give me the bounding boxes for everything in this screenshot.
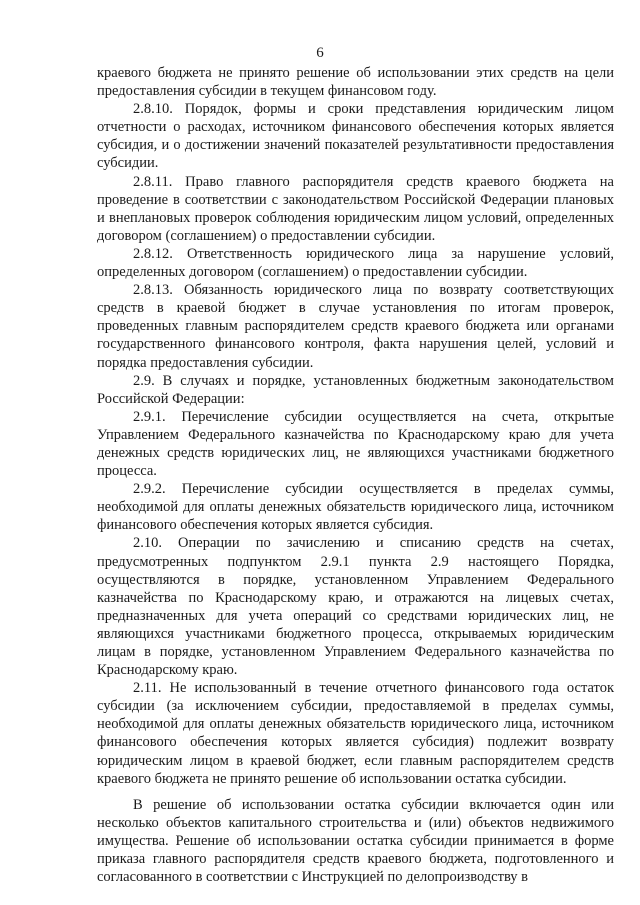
paragraph-remainder-decision: В решение об использовании остатка субсидии включается один или несколько объектов капитального строительства и (или) объектов недвижимого имущества. Решение об использовании остатка субсидии принимается в форме приказа главного распорядителя средств краевого бюджета, подготовленного и согласованного в соответствии с Инструкцией по делопроизводству в: [97, 796, 614, 886]
paragraph-2-10: 2.10. Операции по зачислению и списанию средств на счетах, предусмотренных подпунктом 2.9.1 пункта 2.9 настоящего Порядка, осуществляются в порядке, установленном Управлением Федерального казначейства по Краснодарскому краю, и отражаются на лицевых счетах, предназначенных для учета операций со средствами юридических лиц, не являющихся участниками бюджетного процесса, открываемых юридическим лицам в порядке, установленном Управлением Федерального казначейства по Краснодарскому краю.: [97, 535, 614, 679]
paragraph-2-8-10: 2.8.10. Порядок, формы и сроки представления юридическим лицом отчетности о расходах, источником финансового обеспечения которых является субсидия, и о достижении значений показателей результативности предоставления субсидии.: [97, 101, 614, 172]
paragraph-2-8-13: 2.8.13. Обязанность юридического лица по возврату соответствующих средств в краевой бюджет в случае установления по итогам проверок, проведенных главным распорядителем средств краевого бюджета или органами государственного финансового контроля, факта нарушения целей, условий и порядка предоставления субсидии.: [97, 282, 614, 371]
paragraph-continuation: краевого бюджета не принято решение об использовании этих средств на цели предоставления субсидии в текущем финансовом году.: [97, 65, 614, 100]
paragraph-2-9-1: 2.9.1. Перечисление субсидии осуществляется на счета, открытые Управлением Федерального казначейства по Краснодарскому краю для учета денежных средств юридических лиц, не являющихся участниками бюджетного процесса.: [97, 408, 614, 480]
paragraph-2-11: 2.11. Не использованный в течение отчетного финансового года остаток субсидии (за исключением субсидии, предоставляемой в пределах суммы, необходимой для оплаты денежных обязательств юридического лица, источником финансового обеспечения которых является субсидия) подлежит возврату юридическим лицом в краевой бюджет, если главным распорядителем средств краевого бюджета не принято решение об использовании остатка субсидии.: [97, 680, 614, 787]
paragraph-2-9-2: 2.9.2. Перечисление субсидии осуществляется в пределах суммы, необходимой для оплаты денежных обязательств юридического лица, источником финансового обеспечения которых является субсидия.: [97, 481, 614, 534]
document-body: [97, 64, 614, 886]
page-number: 6: [316, 45, 324, 61]
paragraph-2-8-12: 2.8.12. Ответственность юридического лица за нарушение условий, определенных договором (соглашением) о предоставлении субсидии.: [97, 245, 614, 281]
paragraph-2-9: 2.9. В случаях и порядке, установленных бюджетным законодательством Российской Федерации:: [97, 372, 614, 407]
paragraph-2-8-11: 2.8.11. Право главного распорядителя средств краевого бюджета на проведение в соответствии с законодательством Российской Федерации плановых и внеплановых проверок соблюдения юридическим лицом условий, определенных договором (соглашением) о предоставлении субсидии.: [97, 173, 614, 244]
